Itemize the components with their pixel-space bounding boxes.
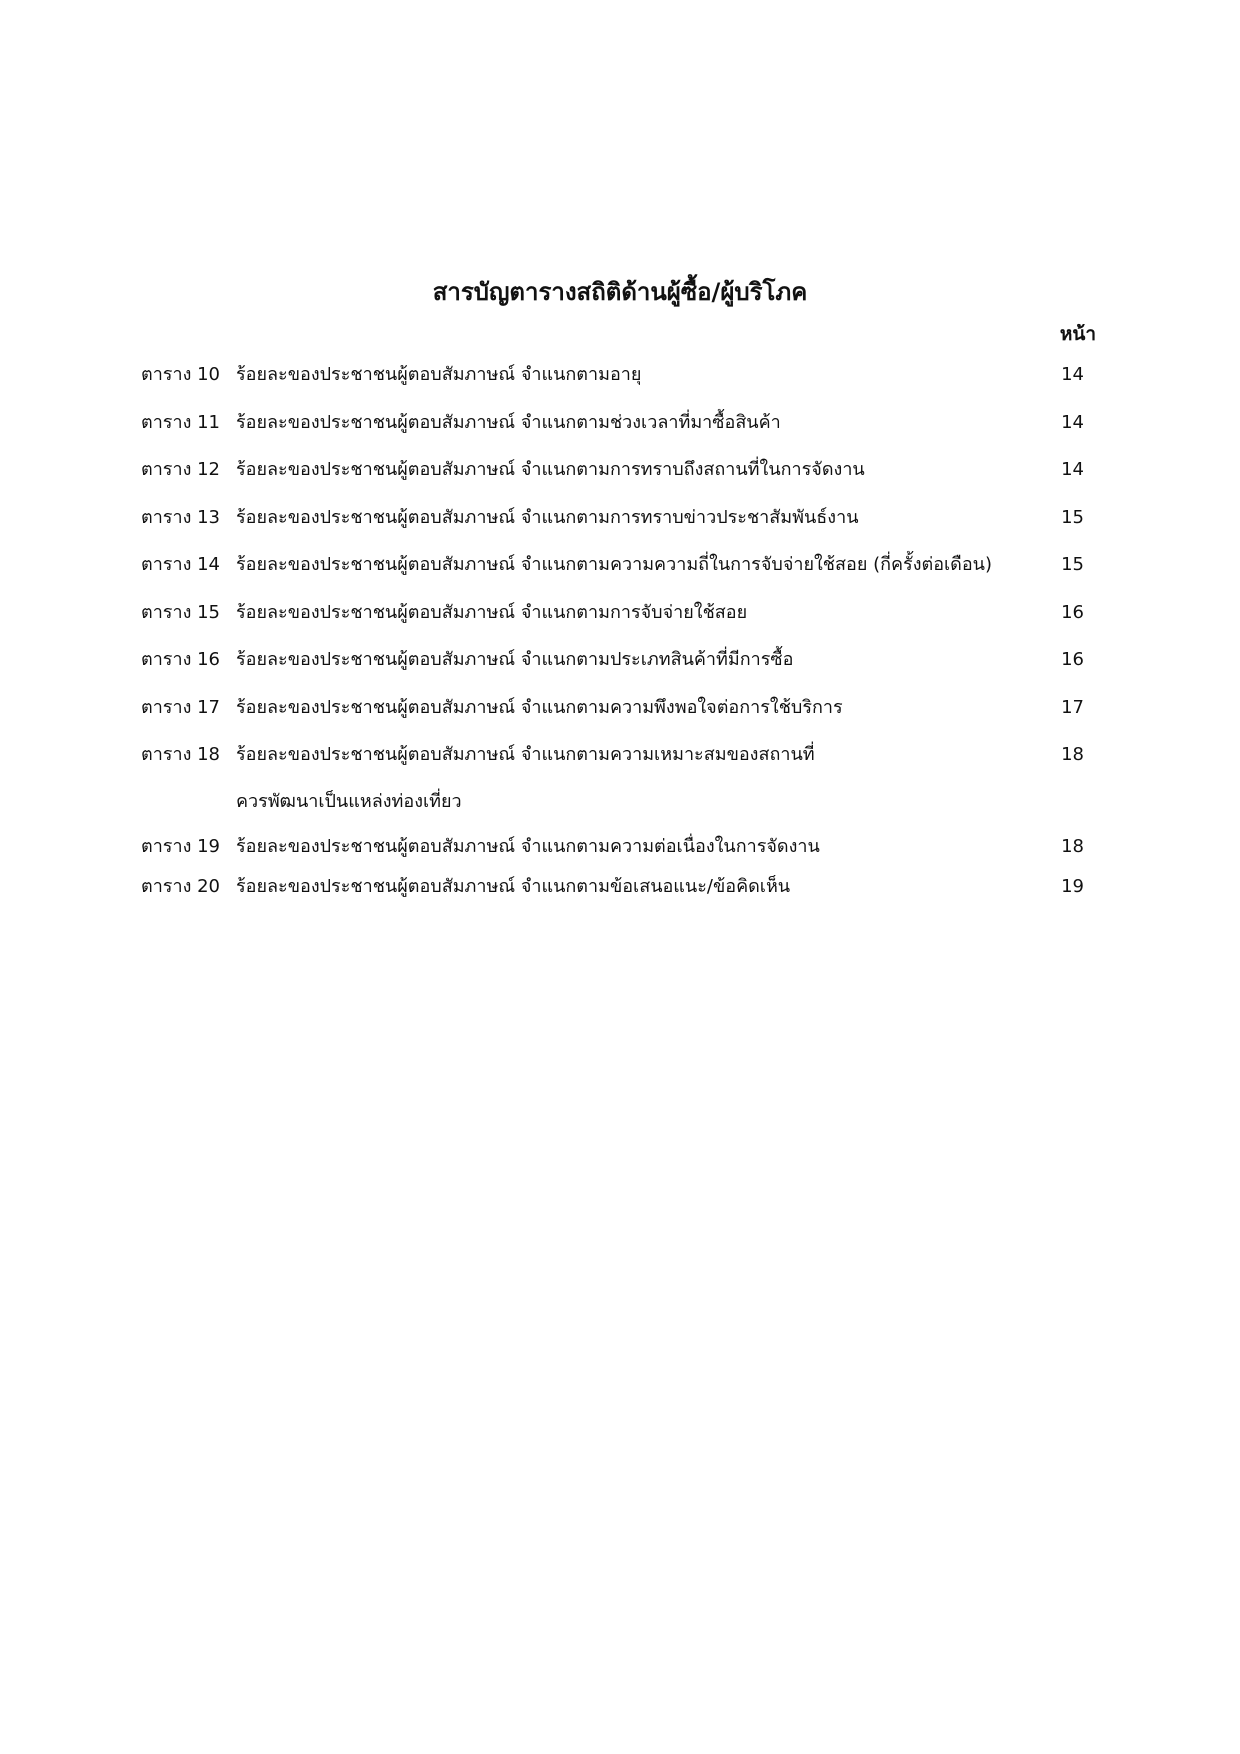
- page-title: สารบัญตารางสถิติด้านผู้ซื้อ/ผู้บริโภค: [432, 278, 808, 306]
- toc-entry-page: 18: [1061, 836, 1084, 857]
- toc-entry-description: ร้อยละของประชาชนผู้ตอบสัมภาษณ์ จำแนกตามการทราบข่าวประชาสัมพันธ์งาน: [236, 507, 859, 528]
- toc-entry-description: ร้อยละของประชาชนผู้ตอบสัมภาษณ์ จำแนกตามความความถี่ในการจับจ่ายใช้สอย (กี่ครั้งต่อเดือน): [236, 554, 992, 575]
- toc-entry-label: ตาราง 20: [141, 876, 220, 897]
- toc-entry-description: ร้อยละของประชาชนผู้ตอบสัมภาษณ์ จำแนกตามประเภทสินค้าที่มีการซื้อ: [236, 649, 794, 670]
- toc-entry-description: ร้อยละของประชาชนผู้ตอบสัมภาษณ์ จำแนกตามข้อเสนอแนะ/ข้อคิดเห็น: [236, 876, 791, 897]
- toc-entry-label: ตาราง 16: [141, 649, 220, 670]
- toc-entry-page: 18: [1061, 744, 1084, 765]
- toc-entry-label: ตาราง 18: [141, 744, 220, 765]
- toc-entry-label: ตาราง 15: [141, 602, 220, 623]
- toc-entry-page: 19: [1061, 876, 1084, 897]
- toc-entry-label: ตาราง 12: [141, 459, 220, 480]
- toc-entry-page: 16: [1061, 602, 1084, 623]
- toc-entry-page: 14: [1061, 459, 1084, 480]
- toc-entry-label: ตาราง 14: [141, 554, 220, 575]
- toc-entry-label: ตาราง 10: [141, 364, 220, 385]
- toc-entry-description: ร้อยละของประชาชนผู้ตอบสัมภาษณ์ จำแนกตามความเหมาะสมของสถานที่: [236, 744, 815, 765]
- toc-entry-description: ร้อยละของประชาชนผู้ตอบสัมภาษณ์ จำแนกตามความต่อเนื่องในการจัดงาน: [236, 836, 820, 857]
- toc-entry-page: 16: [1061, 649, 1084, 670]
- toc-entry-description: ร้อยละของประชาชนผู้ตอบสัมภาษณ์ จำแนกตามช่วงเวลาที่มาซื้อสินค้า: [236, 412, 781, 433]
- toc-entry-label: ตาราง 11: [141, 412, 220, 433]
- page-number-column-header: หน้า: [1059, 323, 1096, 345]
- toc-entry-label: ตาราง 19: [141, 836, 220, 857]
- toc-entry-label: ตาราง 13: [141, 507, 220, 528]
- toc-entry-description: ร้อยละของประชาชนผู้ตอบสัมภาษณ์ จำแนกตามอายุ: [236, 364, 642, 385]
- toc-entry-description: ร้อยละของประชาชนผู้ตอบสัมภาษณ์ จำแนกตามความพึงพอใจต่อการใช้บริการ: [236, 697, 843, 718]
- toc-entry-description: ร้อยละของประชาชนผู้ตอบสัมภาษณ์ จำแนกตามการจับจ่ายใช้สอย: [236, 602, 748, 623]
- toc-entry-page: 15: [1061, 507, 1084, 528]
- toc-entry-page: 15: [1061, 554, 1084, 575]
- toc-entry-label: ตาราง 17: [141, 697, 220, 718]
- toc-entry-description: ร้อยละของประชาชนผู้ตอบสัมภาษณ์ จำแนกตามการทราบถึงสถานที่ในการจัดงาน: [236, 459, 865, 480]
- toc-entry-description-continued: ควรพัฒนาเป็นแหล่งท่องเที่ยว: [236, 791, 462, 812]
- toc-entry-page: 17: [1061, 697, 1084, 718]
- toc-entry-page: 14: [1061, 364, 1084, 385]
- toc-entry-page: 14: [1061, 412, 1084, 433]
